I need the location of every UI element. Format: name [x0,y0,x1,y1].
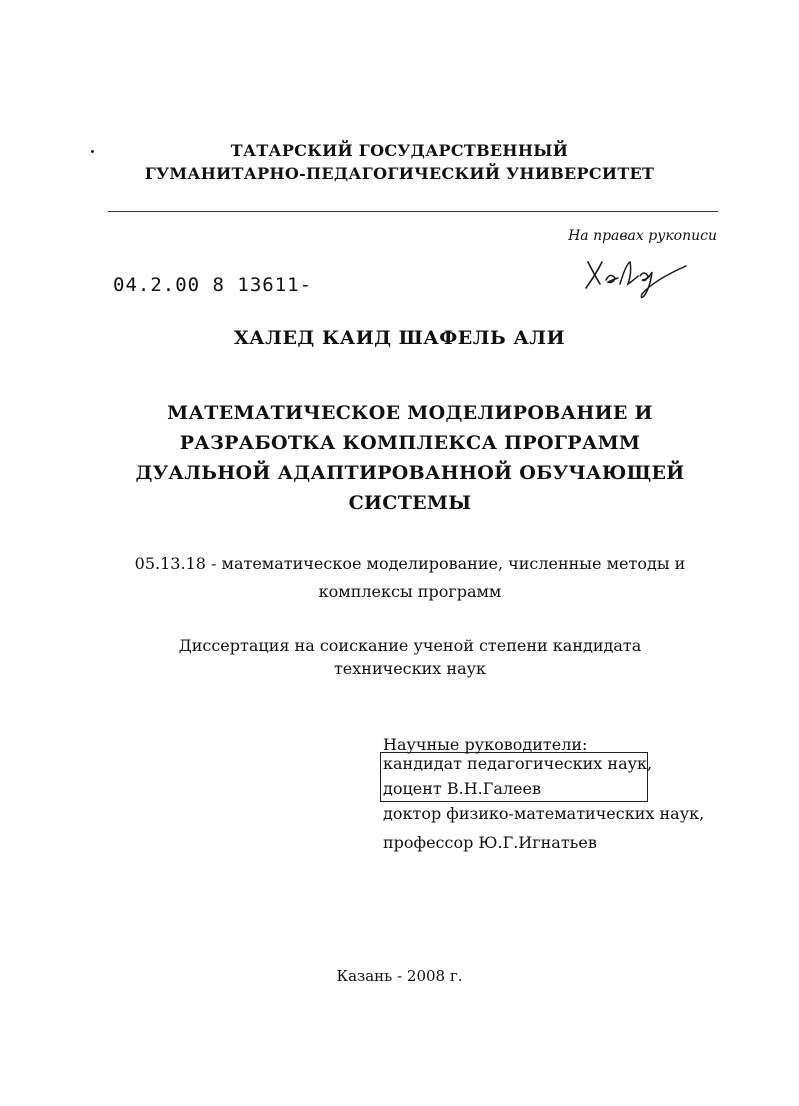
degree-line: Диссертация на соискание ученой степени кандидата [178,636,642,655]
title-line: РАЗРАБОТКА КОМПЛЕКСА ПРОГРАММ [179,432,641,454]
author-signature [582,250,692,300]
advisor-line: кандидат педагогических наук, [383,754,653,773]
title-line: СИСТЕМЫ [348,492,472,514]
dissertation-title [100,398,720,518]
specialty-code [60,550,760,606]
degree-line: технических наук [333,659,487,678]
advisor-line: доктор физико-математических наук, [383,804,705,823]
header-divider [108,211,718,212]
author-name: ХАЛЕД КАИД ШАФЕЛЬ АЛИ [233,327,566,349]
title-line: МАТЕМАТИЧЕСКОЕ МОДЕЛИРОВАНИЕ И [167,402,653,424]
city-and-year: Казань - 2008 г. [336,967,463,985]
manuscript-rights-note: На правах рукописи [568,228,717,244]
advisor-line: профессор Ю.Г.Игнатьев [383,833,597,852]
title-line: ДУАЛЬНОЙ АДАПТИРОВАННОЙ ОБУЧАЮЩЕЙ [135,462,685,484]
advisor-line: доцент В.Н.Галеев [383,779,541,798]
degree-statement [60,634,760,680]
university-name-line-1: ТАТАРСКИЙ ГОСУДАРСТВЕННЫЙ [230,141,569,160]
registration-stamp-number: 04.2.00 8 13611- [113,274,313,296]
advisors-heading: Научные руководители: [383,735,588,754]
specialty-line: комплексы программ [318,582,502,601]
university-name-line-2: ГУМАНИТАРНО-ПЕДАГОГИЧЕСКИЙ УНИВЕРСИТЕТ [144,164,655,183]
specialty-line: 05.13.18 - математическое моделирование, численные методы и [134,554,686,573]
